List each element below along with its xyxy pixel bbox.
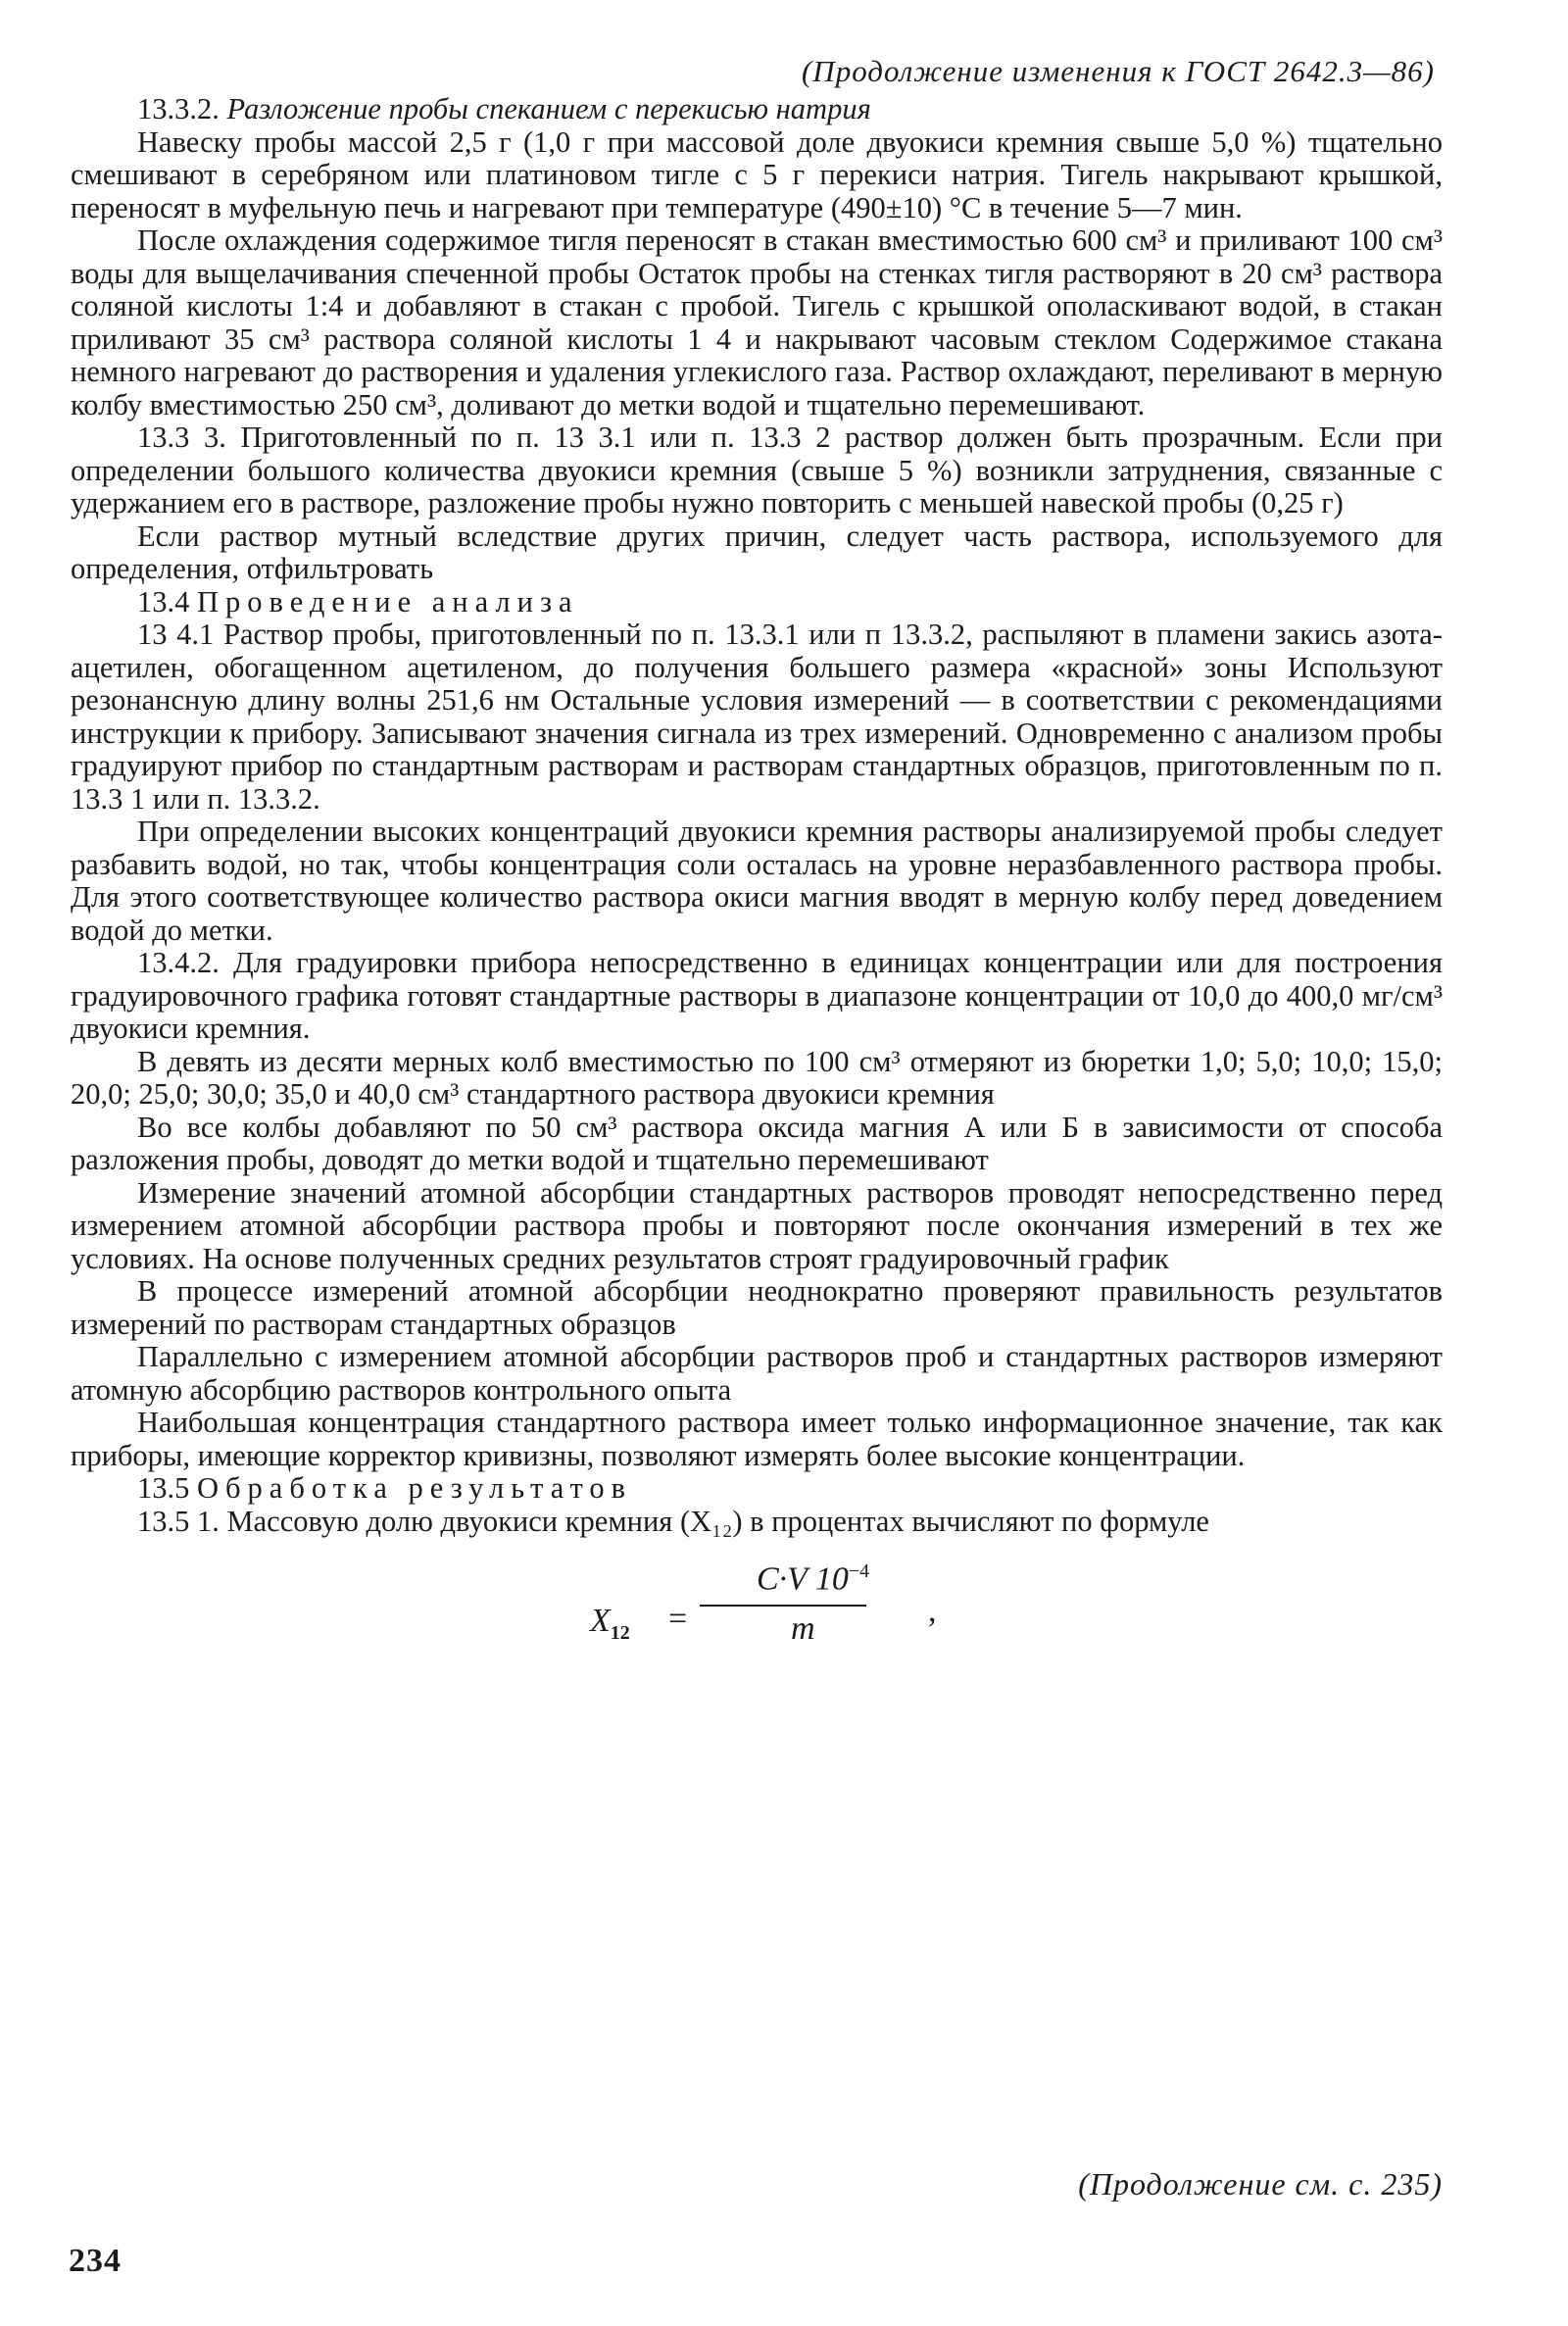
formula-lhs: $X_{12}$ xyxy=(590,1603,630,1644)
section-13-5-heading xyxy=(71,1472,1443,1506)
formula-block xyxy=(71,1546,1443,1693)
section-13-3-2-heading xyxy=(71,93,1443,126)
body-paragraph: 13.3 3. Приготовленный по п. 13 3.1 или п. 13.3 2 раствор должен быть прозрачным. Если при определении большого количества двуокиси кремния (свыше 5 %) возникли затруднения, связанные с удержанием его в растворе, разложение пробы нужно повторить с меньшей навеской пробы (0,25 г) xyxy=(71,421,1443,520)
continuation-footer: (Продолжение см. с. 235) xyxy=(1078,2166,1443,2202)
body-paragraph: Во все колбы добавляют по 50 см³ раствора оксида магния А или Б в зависимости от способа разложения пробы, доводят до метки водой и тщательно перемешивают xyxy=(71,1110,1443,1176)
body-paragraph: Наибольшая концентрация стандартного раствора имеет только информационное значение, так как приборы, имеющие корректор кривизны, позволяют измерять более высокие концентрации. xyxy=(71,1406,1443,1472)
page-number: 234 xyxy=(69,2243,122,2279)
body-paragraph: В девять из десяти мерных колб вместимостью по 100 см³ отмеряют из бюретки 1,0; 5,0; 10,0; 15,0; 20,0; 25,0; 30,0; 35,0 и 40,0 см³ стандартного раствора двуокиси кремния xyxy=(71,1044,1443,1111)
section-title: Разложение пробы спеканием с перекисью натрия xyxy=(226,92,871,125)
continuation-header: (Продолжение изменения к ГОСТ 2642.3—86) xyxy=(801,54,1435,88)
section-title: Обработка результатов xyxy=(197,1471,633,1505)
section-title: Проведение анализа xyxy=(197,584,579,619)
body-paragraph: Параллельно с измерением атомной абсорбции растворов проб и стандартных растворов измеряют атомную абсорбцию растворов контрольного опыта xyxy=(71,1340,1443,1407)
fraction-bar xyxy=(700,1605,866,1607)
body-paragraph: При определении высоких концентраций двуокиси кремния растворы анализируемой пробы следует разбавить водой, но так, чтобы концентрация соли осталась на уровне неразбавленного раствора пробы. Для этого соответствующее количество раствора окиси магния вводят в мерную колбу перед доведением водой до метки. xyxy=(71,815,1443,947)
formula-comma: , xyxy=(928,1593,937,1629)
body-paragraph: 13 4.1 Раствор пробы, приготовленный по п. 13.3.1 или п 13.3.2, распыляют в пламени закись азота-ацетилен, обогащенном ацетиленом, до получения большего размера «красной» зоны Используют резонансную длину волны 251,6 нм Остальные условия измерений — в соответствии с рекомендациями инструкции к прибору. Записывают значения сигнала из трех измерений. Одновременно с анализом пробы градуируют прибор по стандартным растворам и растворам стандартных образцов, приготовленным по п. 13.3 1 или п. 13.3.2. xyxy=(71,618,1443,816)
formula-equals: = xyxy=(668,1601,688,1637)
body-paragraph: 13.5 1. Массовую долю двуокиси кремния (X₁₂) в процентах вычисляют по формуле xyxy=(137,1504,1209,1538)
mass-fraction-formula xyxy=(590,1556,982,1673)
document-body xyxy=(71,93,1443,1693)
section-13-4-heading xyxy=(71,586,1443,619)
body-paragraph: Если раствор мутный вследствие других причин, следует часть раствора, используемого для определения, отфильтровать xyxy=(71,519,1443,585)
section-number: 13.3.2. xyxy=(137,92,227,125)
body-paragraph: После охлаждения содержимое тигля переносят в стакан вместимостью 600 см³ и приливают 100 см³ воды для выщелачивания спеченной пробы Остаток пробы на стенках тигля растворяют в 20 см³ раствора соляной кислоты 1:4 и добавляют в стакан с пробой. Тигель с крышкой ополаскивают водой, в стакан приливают 35 см³ раствора соляной кислоты 1 4 и накрывают часовым стеклом Содержимое стакана немного нагревают до растворения и удаления углекислого газа. Раствор охлаждают, переливают в мерную колбу вместимостью 250 см³, доливают до метки водой и тщательно перемешивают. xyxy=(71,223,1443,421)
section-number: 13.5 xyxy=(137,1471,197,1505)
body-paragraph: Измерение значений атомной абсорбции стандартных растворов проводят непосредственно перед измерением атомной абсорбции раствора пробы и повторяют после окончания измерений в тех же условиях. На основе полученных средних результатов строят градуировочный график xyxy=(71,1175,1443,1275)
section-number: 13.4 xyxy=(137,584,197,619)
body-paragraph: В процессе измерений атомной абсорбции неоднократно проверяют правильность результатов измерений по растворам стандартных образцов xyxy=(71,1274,1443,1341)
formula-denominator: m xyxy=(791,1610,815,1647)
body-paragraph: Навеску пробы массой 2,5 г (1,0 г при массовой доле двуокиси кремния свыше 5,0 %) тщательно смешивают в серебряном или платиновом тигле с 5 г перекиси натрия. Тигель накрывают крышкой, переносят в муфельную печь и нагревают при температуре (490±10) °С в течение 5—7 мин. xyxy=(71,124,1443,224)
body-paragraph: 13.4.2. Для градуировки прибора непосредственно в единицах концентрации или для построения градуировочного графика готовят стандартные растворы в диапазоне концентрации от 10,0 до 400,0 мг/см³ двуокиси кремния. xyxy=(71,946,1443,1045)
formula-numerator: C·V $10^{-4}$ xyxy=(757,1560,870,1598)
